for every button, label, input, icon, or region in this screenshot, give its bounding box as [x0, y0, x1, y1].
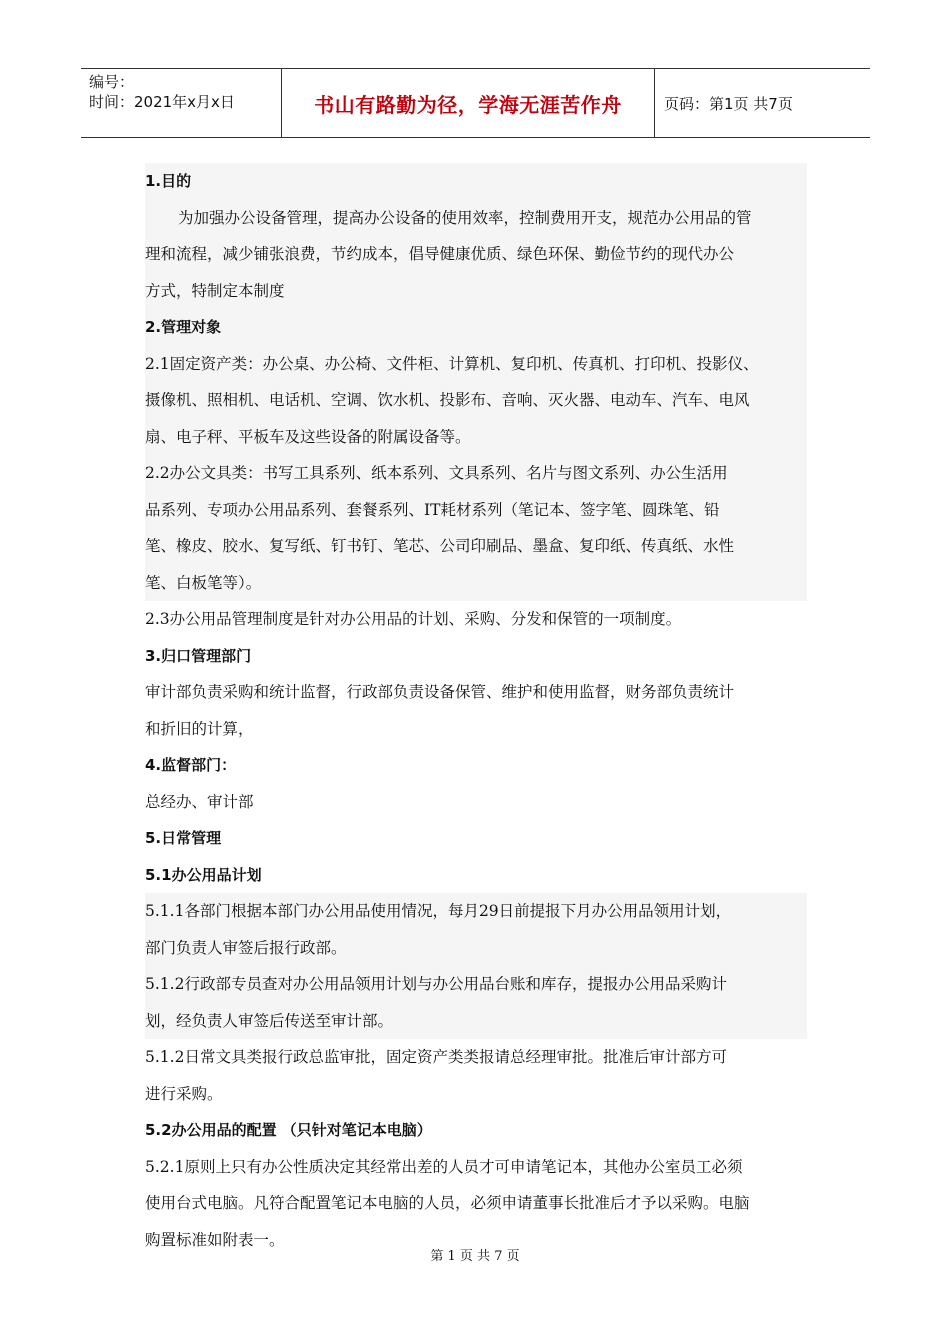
paragraph-line: 使用台式电脑。凡符合配置笔记本电脑的人员，必须申请董事长批准后才予以采购。电脑 [145, 1194, 750, 1212]
paragraph-line: 总经办、审计部 [145, 792, 254, 811]
paragraph-line: 购置标准如附表一。 [145, 1230, 285, 1249]
paragraph-line: 2.3办公用品管理制度是针对办公用品的计划、采购、分发和保管的一项制度。 [145, 610, 682, 628]
paragraph-line: 5.1.1各部门根据本部门办公用品使用情况，每月29日前提报下月办公用品领用计划， [145, 893, 807, 930]
paragraph-line: 笔、橡皮、胶水、复写纸、钉书钉、笔芯、公司印刷品、墨盒、复印纸、传真纸、水性 [145, 528, 807, 565]
paragraph-line: 方式，特制定本制度 [145, 273, 807, 310]
page-footer: 第 1 页 共 7 页 [430, 1249, 520, 1264]
heading-supervision: 4.监督部门： [145, 756, 237, 774]
paragraph-line: 划，经负责人审签后传送至审计部。 [145, 1003, 807, 1040]
paragraph-line: 5.2.1原则上只有办公性质决定其经常出差的人员才可申请笔记本，其他办公室员工必须 [145, 1157, 743, 1176]
paragraph-line: 2.2办公文具类：书写工具系列、纸本系列、文具系列、名片与图文系列、办公生活用 [145, 455, 807, 492]
paragraph-line: 审计部负责采购和统计监督，行政部负责设备保管、维护和使用监督，财务部负责统计 [145, 683, 735, 701]
paragraph-line: 5.1.2日常文具类报行政总监审批，固定资产类类报请总经理审批。批准后审计部方可 [145, 1048, 727, 1066]
paragraph-line: 笔、白板笔等）。 [145, 565, 807, 602]
header-box [81, 68, 870, 138]
heading-department: 3.归口管理部门 [145, 646, 252, 665]
header-page-info: 页码：第1页 共7页 [664, 94, 793, 113]
paragraph-line: 2.1固定资产类：办公桌、办公椅、文件柜、计算机、复印机、传真机、打印机、投影仪、 [145, 346, 807, 383]
paragraph-line: 为加强办公设备管理，提高办公设备的使用效率，控制费用开支，规范办公用品的管 [145, 200, 807, 237]
paragraph-line: 和折旧的计算， [145, 719, 254, 738]
subheading-plan: 5.1办公用品计划 [145, 865, 262, 884]
heading-daily-management: 5.日常管理 [145, 829, 222, 847]
header-meta [81, 69, 282, 137]
heading-purpose: 1.目的 [145, 163, 807, 200]
paragraph-line: 摄像机、照相机、电话机、空调、饮水机、投影布、音响、灭火器、电动车、汽车、电风 [145, 382, 807, 419]
document-time-label: 时间：2021年x月x日 [89, 93, 235, 111]
paragraph-line: 理和流程，减少铺张浪费，节约成本，倡导健康优质、绿色环保、勤俭节约的现代办公 [145, 236, 807, 273]
heading-scope: 2.管理对象 [145, 309, 807, 346]
paragraph-line: 扇、电子秤、平板车及这些设备的附属设备等。 [145, 419, 807, 456]
document-body [145, 163, 807, 1258]
header-motto: 书山有路勤为径，学海无涯苦作舟 [282, 69, 655, 137]
document-number-label: 编号： [89, 73, 135, 91]
paragraph-line: 进行采购。 [145, 1084, 223, 1103]
subheading-configuration: 5.2办公用品的配置 （只针对笔记本电脑） [145, 1121, 432, 1139]
paragraph-line: 5.1.2行政部专员查对办公用品领用计划与办公用品台账和库存，提报办公用品采购计 [145, 966, 807, 1003]
paragraph-line: 部门负责人审签后报行政部。 [145, 930, 807, 967]
paragraph-line: 品系列、专项办公用品系列、套餐系列、IT耗材系列（笔记本、签字笔、圆珠笔、铅 [145, 492, 807, 529]
